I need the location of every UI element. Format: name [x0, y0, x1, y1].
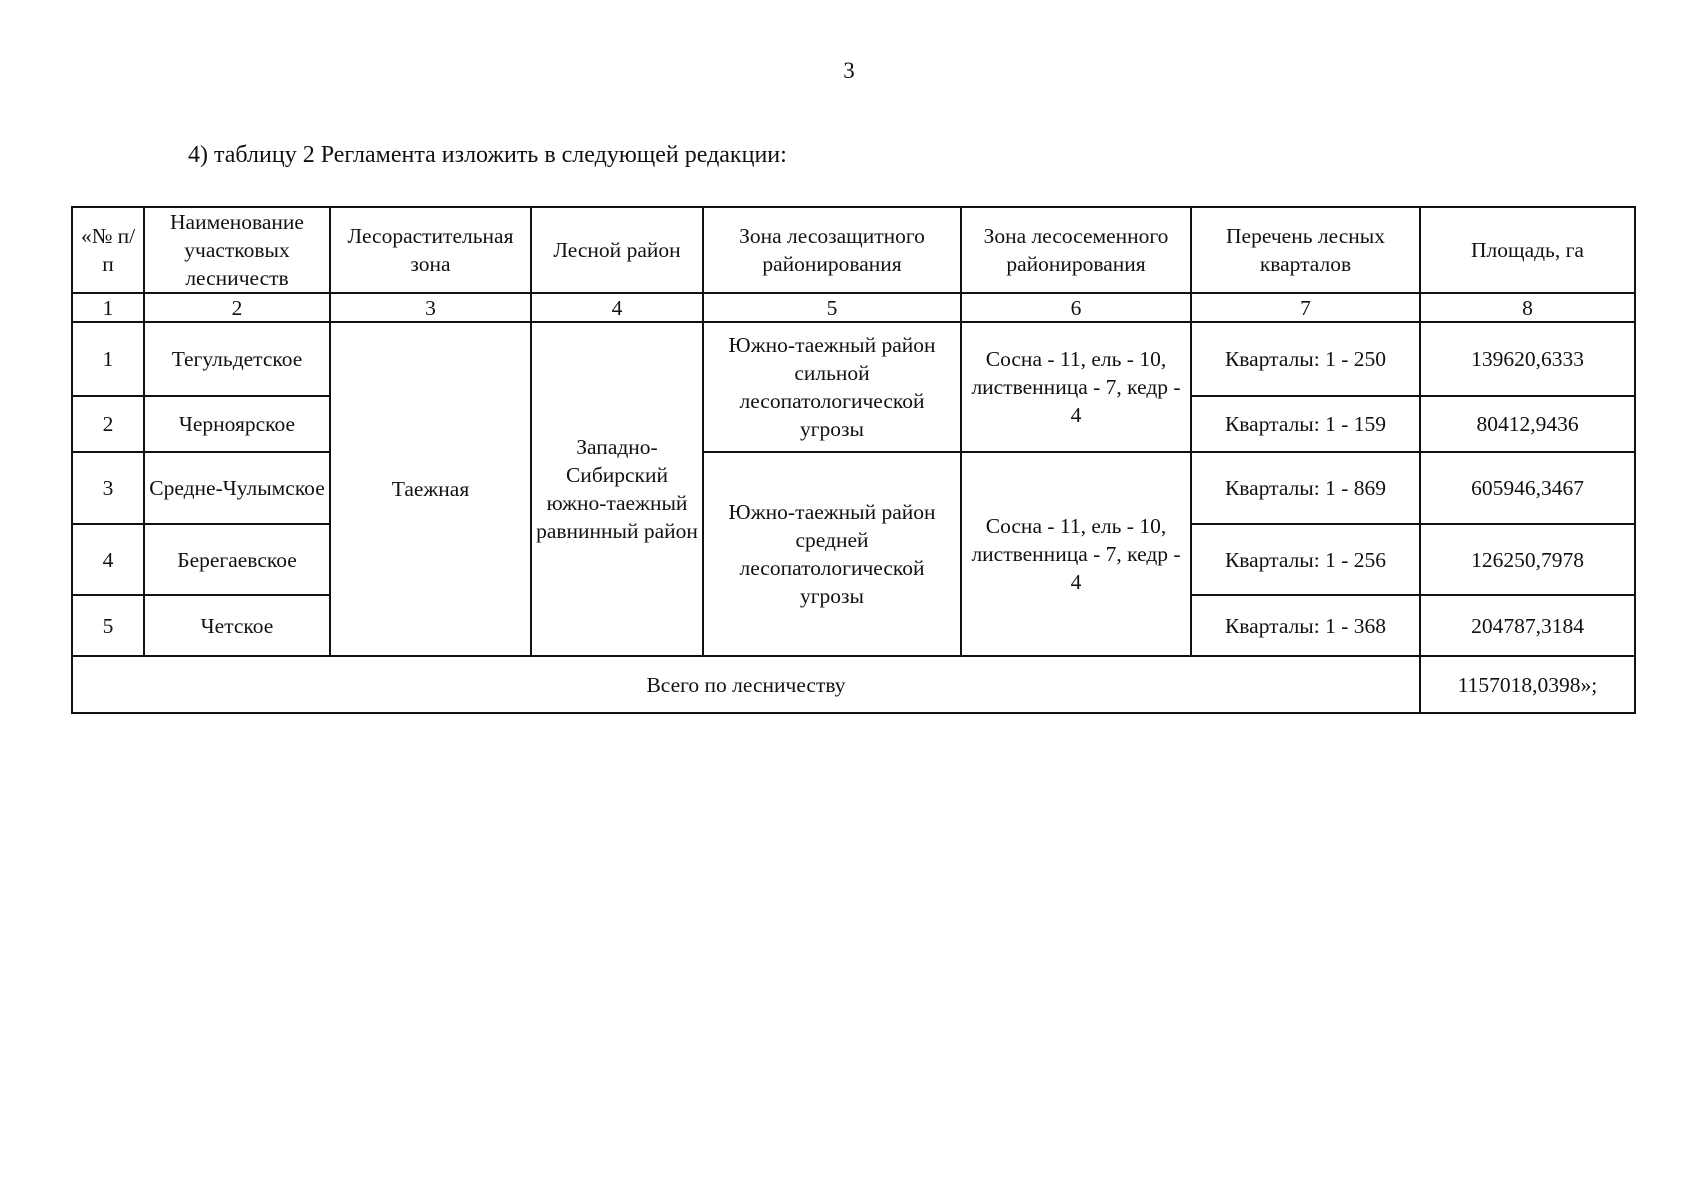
forestry-table [71, 206, 1636, 714]
row-number: 4 [72, 524, 144, 595]
total-label: Всего по лесничеству [72, 656, 1420, 713]
intro-text: 4) таблицу 2 Регламента изложить в следующей редакции: [188, 142, 787, 168]
column-number: 5 [703, 293, 961, 322]
header-seed-zone: Зона лесосеменного районирования [961, 207, 1191, 293]
seed-zone-cell: Сосна - 11, ель - 10, лиственница - 7, кедр - 4 [961, 322, 1191, 452]
forest-district-cell: Западно-Сибирский южно-таежный равнинный район [531, 322, 703, 656]
growth-zone-cell: Таежная [330, 322, 531, 656]
header-name: Наименование участковых лесничеств [144, 207, 330, 293]
column-number-row [72, 293, 1635, 322]
table-row [72, 322, 1635, 396]
row-number: 1 [72, 322, 144, 396]
quarters-cell: Кварталы: 1 - 869 [1191, 452, 1420, 524]
quarters-cell: Кварталы: 1 - 256 [1191, 524, 1420, 595]
quarters-cell: Кварталы: 1 - 159 [1191, 396, 1420, 452]
header-quarters: Перечень лесных кварталов [1191, 207, 1420, 293]
seed-zone-cell: Сосна - 11, ель - 10, лиственница - 7, кедр - 4 [961, 452, 1191, 656]
forestry-name: Средне-Чулымское [144, 452, 330, 524]
forestry-name: Тегульдетское [144, 322, 330, 396]
row-number: 2 [72, 396, 144, 452]
column-number: 8 [1420, 293, 1635, 322]
header-area: Площадь, га [1420, 207, 1635, 293]
quarters-cell: Кварталы: 1 - 250 [1191, 322, 1420, 396]
column-number: 7 [1191, 293, 1420, 322]
column-number: 2 [144, 293, 330, 322]
area-cell: 126250,7978 [1420, 524, 1635, 595]
header-growth-zone: Лесорастительная зона [330, 207, 531, 293]
area-cell: 204787,3184 [1420, 595, 1635, 656]
total-value: 1157018,0398»; [1420, 656, 1635, 713]
area-cell: 139620,6333 [1420, 322, 1635, 396]
forestry-name: Четское [144, 595, 330, 656]
total-row [72, 656, 1635, 713]
page-number: 3 [843, 58, 855, 83]
column-number: 3 [330, 293, 531, 322]
protection-zone-cell: Южно-таежный район сильной лесопатологической угрозы [703, 322, 961, 452]
forestry-name: Берегаевское [144, 524, 330, 595]
header-forest-district: Лесной район [531, 207, 703, 293]
header-number: «№ п/п [72, 207, 144, 293]
row-number: 3 [72, 452, 144, 524]
row-number: 5 [72, 595, 144, 656]
protection-zone-cell: Южно-таежный район средней лесопатологической угрозы [703, 452, 961, 656]
header-row [72, 207, 1635, 293]
forestry-name: Черноярское [144, 396, 330, 452]
header-protection-zone: Зона лесозащитного районирования [703, 207, 961, 293]
table-row [72, 452, 1635, 524]
column-number: 6 [961, 293, 1191, 322]
area-cell: 80412,9436 [1420, 396, 1635, 452]
column-number: 4 [531, 293, 703, 322]
area-cell: 605946,3467 [1420, 452, 1635, 524]
column-number: 1 [72, 293, 144, 322]
quarters-cell: Кварталы: 1 - 368 [1191, 595, 1420, 656]
